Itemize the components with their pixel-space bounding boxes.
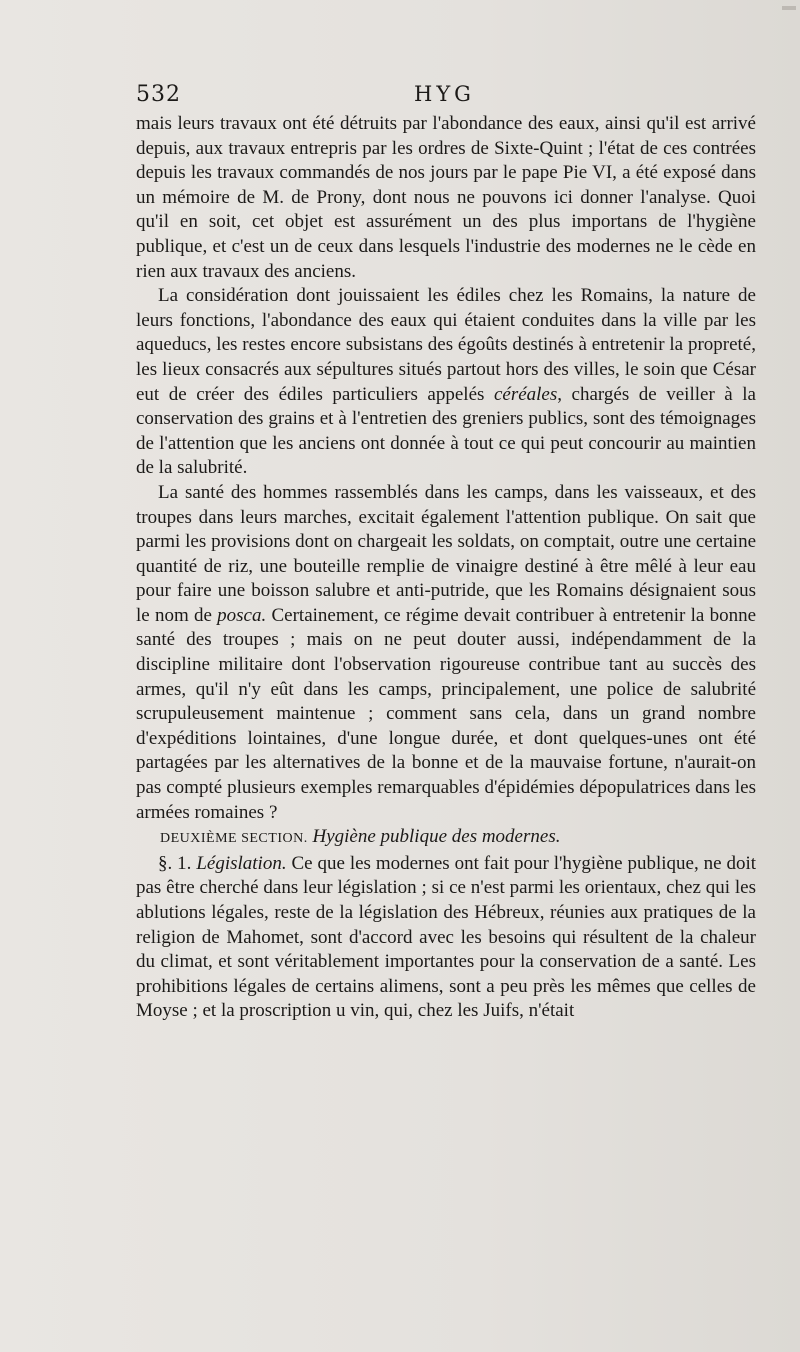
paragraph-2-text-b: , chargés de veiller à la conservation des grains et à l'entretien des greniers publics, sont des témoignages de l'attention que les anciens ont donnée à tout ce qui peut concourir au maintien de la salubrité.: [136, 383, 756, 479]
section-label: DEUXIÈME SECTION.: [160, 831, 308, 847]
paragraph-2: [136, 284, 756, 481]
paragraph-1: [136, 112, 756, 284]
running-head: HYG: [414, 82, 475, 106]
section-heading: [136, 825, 756, 852]
page-edge-mark: [782, 6, 796, 10]
page-header: [136, 82, 756, 112]
paragraph-3-italic: posca.: [217, 604, 267, 626]
paragraph-4: [136, 852, 756, 1024]
paragraph-4-italic: Législation.: [196, 852, 287, 874]
paragraph-3-text-a: La santé des hommes rassemblés dans les camps, dans les vaisseaux, et des troupes dans leurs marches, excitait également l'attention publique. On sait que parmi les provisions dont on chargeait les soldats, on comptait, outre une certaine quantité de riz, une bouteille remplie de vinaigre destiné à être mêlé à leur eau pour faire une boisson salubre et anti-putride, que les Romains désignaient sous le nom de: [136, 481, 756, 626]
section-title: Hygiène publique des modernes.: [312, 826, 561, 848]
paragraph-3: [136, 481, 756, 825]
paragraph-1-text: mais leurs travaux ont été détruits par l'abondance des eaux, ainsi qu'il est arrivé depuis, aux travaux entrepris par les ordres de Sixte-Quint ; l'état de ces contrées depuis les travaux commandés de nos jours par le pape Pie VI, a été exposé dans un mémoire de M. de Prony, dont nous ne pouvons ici donner l'analyse. Quoi qu'il en soit, cet objet est assurément un des plus importans de l'hygiène publique, et c'est un de ceux dans lesquels l'industrie des modernes ne le cède en rien aux travaux des anciens.: [136, 113, 756, 282]
paragraph-2-text-a: La considération dont jouissaient les édiles chez les Romains, la nature de leurs fonctions, l'abondance des eaux qui étaient conduites dans la ville par les aqueducs, les restes encore subsistans des égoûts destinés à entretenir la propreté, les lieux consacrés aux sépultures situés partout hors des villes, le soin que César eut de créer des édiles particuliers appelés: [136, 285, 756, 405]
paragraph-2-italic: céréales: [493, 383, 558, 405]
paragraph-3-text-b: Certainement, ce régime devait contribuer à entretenir la bonne santé des troupes ; mais on ne peut douter aussi, indépendamment de la discipline militaire dont l'observation rigoureuse contribue tant au succès des armes, qu'il n'y eût dans les camps, principalement, une police de salubrité scrupuleusement maintenue ; comment sans cela, dans un grand nombre d'expéditions lointaines, d'une longue durée, et dont quelques-unes ont été partagées par les alternatives de la bonne et de la mauvaise fortune, n'aurait-on pas compté plusieurs exemples remarquables d'épidémies dépopulatrices dans les armées romaines ?: [136, 604, 756, 823]
page-number: 532: [136, 82, 181, 107]
text-block: [136, 112, 756, 1024]
paragraph-4-number: §. 1.: [158, 852, 192, 874]
paragraph-4-text: Ce que les modernes ont fait pour l'hygiène publique, ne doit pas être cherché dans leur législation ; si ce n'est parmi les orientaux, chez qui les ablutions légales, reste de la législation des Hébreux, réunies aux pratiques de la religion de Mahomet, sont d'accord avec les besoins qui résultent de la chaleur du climat, et sont véritablement importantes pour la conservation de a santé. Les prohibitions légales de certains alimens, sont a peu près les mêmes que celles de Moyse ; et la proscription u vin, qui, chez les Juifs, n'était: [136, 852, 757, 1022]
